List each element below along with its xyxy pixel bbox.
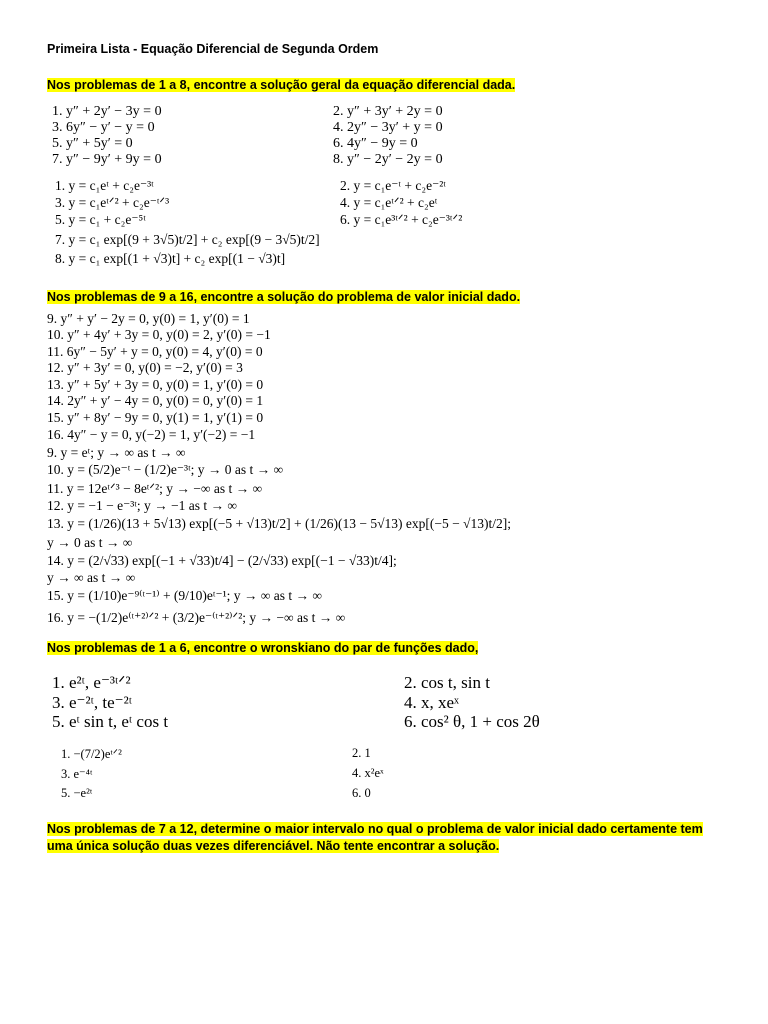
section1-heading: Nos problemas de 1 a 8, encontre a solução geral da equação diferencial dada. xyxy=(47,78,516,92)
wronskian-problem-4: 4. x, xeˣ xyxy=(404,693,459,712)
answer-10: 10. y = (5/2)e⁻ᵗ − (1/2)e⁻³ᵗ; y → 0 as t → ∞ xyxy=(47,462,284,477)
page-title: Primeira Lista - Equação Diferencial de Segunda Ordem xyxy=(47,42,379,56)
wronskian-answer-5: 5. −e²ᵗ xyxy=(61,786,93,800)
problem-11: 11. 6y″ − 5y′ + y = 0, y(0) = 4, y′(0) = 0 xyxy=(47,344,263,359)
answer-14: 14. y = (2/√33) exp[(−1 + √33)t/4] − (2/√33) exp[(−1 − √33)t/4]; xyxy=(47,553,397,568)
answer-12: 12. y = −1 − e⁻³ᵗ; y → −1 as t → ∞ xyxy=(47,498,237,513)
wronskian-problem-6: 6. cos² θ, 1 + cos 2θ xyxy=(404,712,540,731)
wronskian-answer-2: 2. 1 xyxy=(352,746,371,760)
problem-1: 1. y″ + 2y′ − 3y = 0 xyxy=(52,104,162,119)
problem-12: 12. y″ + 3y′ = 0, y(0) = −2, y′(0) = 3 xyxy=(47,360,243,375)
problem-14: 14. 2y″ + y′ − 4y = 0, y(0) = 0, y′(0) = 1 xyxy=(47,393,264,408)
answer-1: 1. y = c₁eᵗ + c₂e⁻³ᵗ xyxy=(55,178,154,193)
answer-8: 8. y = c₁ exp[(1 + √3)t] + c₂ exp[(1 − √3)t] xyxy=(55,251,286,266)
answer-15: 15. y = (1/10)e⁻⁹⁽ᵗ⁻¹⁾ + (9/10)eᵗ⁻¹; y → ∞ as t → ∞ xyxy=(47,588,323,603)
problem-15: 15. y″ + 8y′ − 9y = 0, y(1) = 1, y′(1) = 0 xyxy=(47,410,264,425)
problem-8: 8. y″ − 2y′ − 2y = 0 xyxy=(333,152,443,167)
problem-3: 3. 6y″ − y′ − y = 0 xyxy=(52,120,155,135)
section3-heading: Nos problemas de 1 a 6, encontre o wronskiano do par de funções dado, xyxy=(47,641,479,655)
wronskian-answer-3: 3. e⁻⁴ᵗ xyxy=(61,767,93,781)
answer-14-limit: y → ∞ as t → ∞ xyxy=(47,570,136,585)
wronskian-problem-3: 3. e⁻²ᵗ, te⁻²ᵗ xyxy=(52,693,132,712)
answer-4: 4. y = c₁eᵗᐟ² + c₂eᵗ xyxy=(340,195,438,210)
answer-13-limit: y → 0 as t → ∞ xyxy=(47,535,133,550)
answer-9: 9. y = eᵗ; y → ∞ as t → ∞ xyxy=(47,445,186,460)
answer-16: 16. y = −(1/2)e⁽ᵗ⁺²⁾ᐟ² + (3/2)e⁻⁽ᵗ⁺²⁾ᐟ²; y → −∞ as t → ∞ xyxy=(47,610,346,625)
problem-5: 5. y″ + 5y′ = 0 xyxy=(52,136,133,151)
wronskian-problem-5: 5. eᵗ sin t, eᵗ cos t xyxy=(52,712,169,731)
answer-11: 11. y = 12eᵗᐟ³ − 8eᵗᐟ²; y → −∞ as t → ∞ xyxy=(47,481,263,496)
problem-10: 10. y″ + 4y′ + 3y = 0, y(0) = 2, y′(0) = −1 xyxy=(47,327,271,342)
section4-heading-line2: uma única solução duas vezes diferenciável. Não tente encontrar a solução. xyxy=(47,839,500,853)
problem-7: 7. y″ − 9y′ + 9y = 0 xyxy=(52,152,162,167)
answer-13: 13. y = (1/26)(13 + 5√13) exp[(−5 + √13)t/2] + (1/26)(13 − 5√13) exp[(−5 − √13)t/2]; xyxy=(47,516,511,531)
problem-2: 2. y″ + 3y′ + 2y = 0 xyxy=(333,104,443,119)
answer-7: 7. y = c₁ exp[(9 + 3√5)t/2] + c₂ exp[(9 − 3√5)t/2] xyxy=(55,232,320,247)
problem-6: 6. 4y″ − 9y = 0 xyxy=(333,136,418,151)
section2-heading: Nos problemas de 9 a 16, encontre a solução do problema de valor inicial dado. xyxy=(47,290,521,304)
wronskian-problem-2: 2. cos t, sin t xyxy=(404,673,490,692)
problem-4: 4. 2y″ − 3y′ + y = 0 xyxy=(333,120,443,135)
section4-heading xyxy=(47,821,727,855)
wronskian-answer-6: 6. 0 xyxy=(352,786,371,800)
answer-2: 2. y = c₁e⁻ᵗ + c₂e⁻²ᵗ xyxy=(340,178,446,193)
problem-13: 13. y″ + 5y′ + 3y = 0, y(0) = 1, y′(0) = 0 xyxy=(47,377,264,392)
answer-3: 3. y = c₁eᵗᐟ² + c₂e⁻ᵗᐟ³ xyxy=(55,195,170,210)
wronskian-problem-1: 1. e²ᵗ, e⁻³ᵗᐟ² xyxy=(52,673,131,692)
problem-9: 9. y″ + y′ − 2y = 0, y(0) = 1, y′(0) = 1 xyxy=(47,311,250,326)
wronskian-answer-1: 1. −(7/2)eᵗᐟ² xyxy=(61,747,122,761)
answer-6: 6. y = c₁e³ᵗᐟ² + c₂e⁻³ᵗᐟ² xyxy=(340,212,463,227)
answer-5: 5. y = c₁ + c₂e⁻⁵ᵗ xyxy=(55,212,146,227)
section4-heading-line1: Nos problemas de 7 a 12, determine o maior intervalo no qual o problema de valor inicial dado certamente tem xyxy=(47,822,703,836)
problem-16: 16. 4y″ − y = 0, y(−2) = 1, y′(−2) = −1 xyxy=(47,427,256,442)
wronskian-answer-4: 4. x²eˣ xyxy=(352,766,384,780)
